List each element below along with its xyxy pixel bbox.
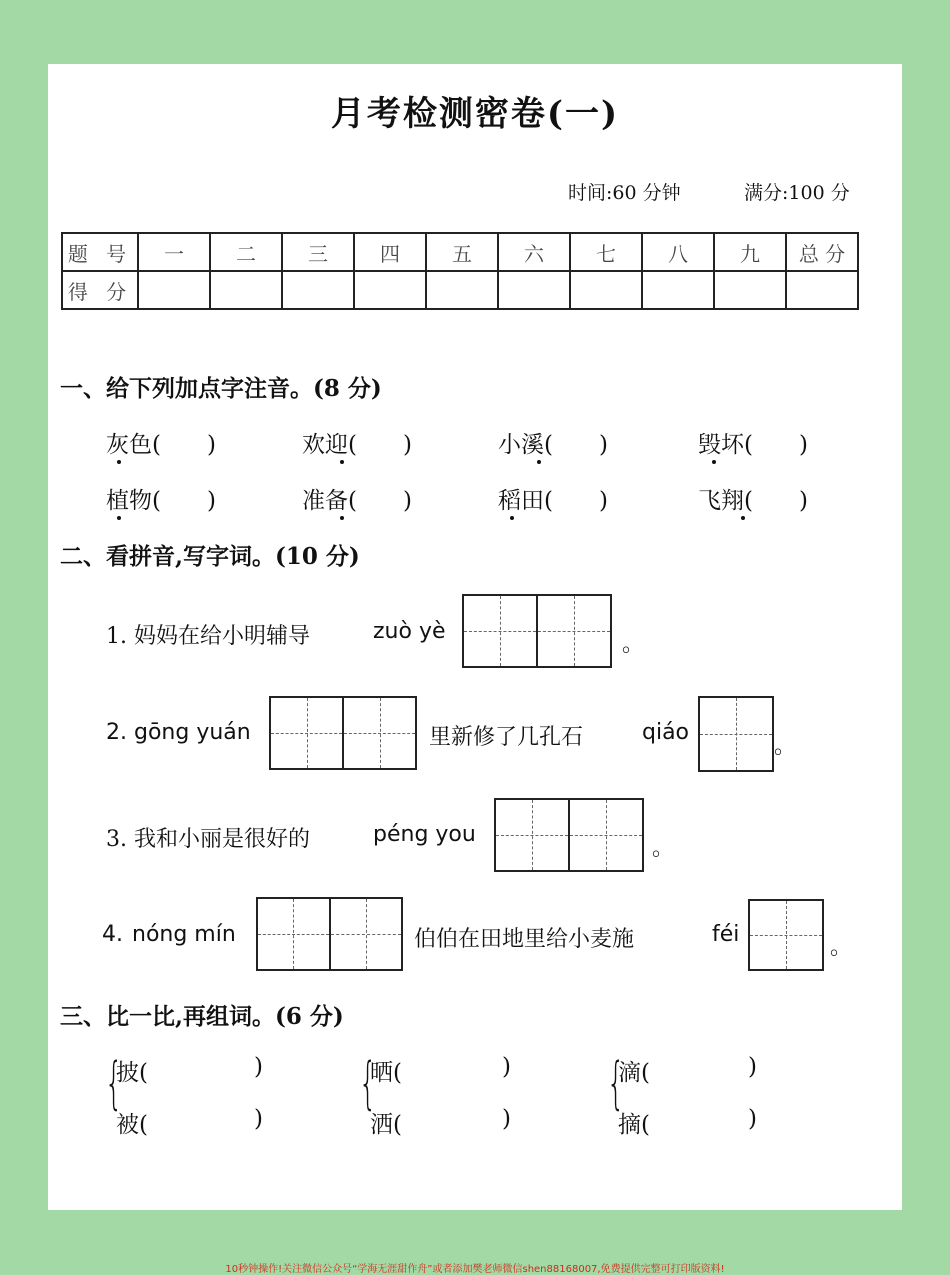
score-header-cell: 题 号 <box>62 233 138 271</box>
section2-heading: 二、看拼音,写字词。(10 分) <box>60 543 360 570</box>
close-paren: ) <box>748 1106 757 1132</box>
close-paren: ) <box>748 1054 757 1080</box>
writing-grid[interactable] <box>462 594 612 668</box>
pinyin-item: 小溪( ) <box>498 432 608 458</box>
score-cell[interactable] <box>714 271 786 309</box>
writing-grid[interactable] <box>269 696 417 770</box>
promo-footer: 10秒钟操作!关注微信公众号“学海无涯甜作舟”或者添加樊老师微信shen88168007,免费提供完整可打印版资料! <box>225 1264 725 1275</box>
emphasis-dot <box>537 460 541 464</box>
score-cell[interactable] <box>138 271 210 309</box>
pinyin-item: 稻田( ) <box>498 488 608 514</box>
close-paren: ) <box>254 1054 263 1080</box>
score-cell[interactable] <box>282 271 354 309</box>
score-cell[interactable] <box>354 271 426 309</box>
question-text: 伯伯在田地里给小麦施 <box>414 927 635 952</box>
question-number: 4. <box>102 922 123 947</box>
compare-item: 被( <box>116 1112 148 1138</box>
score-header-cell: 八 <box>642 233 714 271</box>
emphasis-dot <box>510 516 514 520</box>
emphasis-dot <box>712 460 716 464</box>
question-text: 里新修了几孔石 <box>429 725 584 750</box>
score-cell[interactable] <box>786 271 858 309</box>
pinyin-item: 灰色( ) <box>106 432 216 458</box>
pinyin-text: zuò yè <box>373 619 446 644</box>
pinyin-text: qiáo <box>642 720 690 745</box>
score-table-score-row <box>62 271 858 309</box>
exam-paper <box>48 64 902 1210</box>
emphasis-dot <box>340 516 344 520</box>
period: 。 <box>830 935 853 960</box>
question-text: 1. 妈妈在给小明辅导 <box>106 624 310 649</box>
score-table <box>61 232 859 310</box>
emphasis-dot <box>117 516 121 520</box>
period: 。 <box>652 836 675 861</box>
time-limit: 时间:60 分钟 <box>568 182 681 204</box>
pinyin-item: 准备( ) <box>302 488 412 514</box>
compare-item: 滴( <box>618 1060 650 1086</box>
compare-item: 披( <box>116 1060 148 1086</box>
brace: { <box>358 1051 377 1116</box>
page-title: 月考检测密卷(一) <box>330 94 620 134</box>
score-header-cell: 五 <box>426 233 498 271</box>
full-score: 满分:100 分 <box>744 182 850 204</box>
pinyin-item: 欢迎( ) <box>302 432 412 458</box>
pinyin-item: 飞翔( ) <box>698 488 808 514</box>
section1-heading: 一、给下列加点字注音。(8 分) <box>60 375 382 402</box>
question-number: 2. <box>106 720 127 745</box>
score-table-header-row <box>62 233 858 271</box>
score-header-cell: 三 <box>282 233 354 271</box>
compare-item: 洒( <box>370 1112 402 1138</box>
pinyin-item: 植物( ) <box>106 488 216 514</box>
score-header-cell: 四 <box>354 233 426 271</box>
writing-grid[interactable] <box>748 899 824 971</box>
pinyin-text: gōng yuán <box>134 720 251 745</box>
score-header-cell: 九 <box>714 233 786 271</box>
writing-grid[interactable] <box>256 897 403 971</box>
emphasis-dot <box>741 516 745 520</box>
pinyin-text: péng you <box>373 822 476 847</box>
writing-grid[interactable] <box>698 696 774 772</box>
close-paren: ) <box>254 1106 263 1132</box>
compare-item: 摘( <box>618 1112 650 1138</box>
pinyin-item: 毁坏( ) <box>698 432 808 458</box>
emphasis-dot <box>117 460 121 464</box>
score-header-cell: 二 <box>210 233 282 271</box>
score-header-cell: 总 分 <box>786 233 858 271</box>
emphasis-dot <box>340 460 344 464</box>
period: 。 <box>774 734 797 759</box>
brace: { <box>606 1051 625 1116</box>
score-header-cell: 七 <box>570 233 642 271</box>
close-paren: ) <box>502 1054 511 1080</box>
score-cell[interactable] <box>498 271 570 309</box>
period: 。 <box>622 632 645 657</box>
pinyin-text: féi <box>712 922 740 947</box>
score-cell[interactable] <box>642 271 714 309</box>
score-row-label: 得 分 <box>62 271 138 309</box>
brace: { <box>104 1051 123 1116</box>
close-paren: ) <box>502 1106 511 1132</box>
score-cell[interactable] <box>426 271 498 309</box>
section3-heading: 三、比一比,再组词。(6 分) <box>60 1003 344 1030</box>
compare-item: 晒( <box>370 1060 402 1086</box>
score-cell[interactable] <box>210 271 282 309</box>
score-header-cell: 六 <box>498 233 570 271</box>
writing-grid[interactable] <box>494 798 644 872</box>
score-cell[interactable] <box>570 271 642 309</box>
question-text: 3. 我和小丽是很好的 <box>106 827 310 852</box>
score-header-cell: 一 <box>138 233 210 271</box>
pinyin-text: nóng mín <box>132 922 236 947</box>
